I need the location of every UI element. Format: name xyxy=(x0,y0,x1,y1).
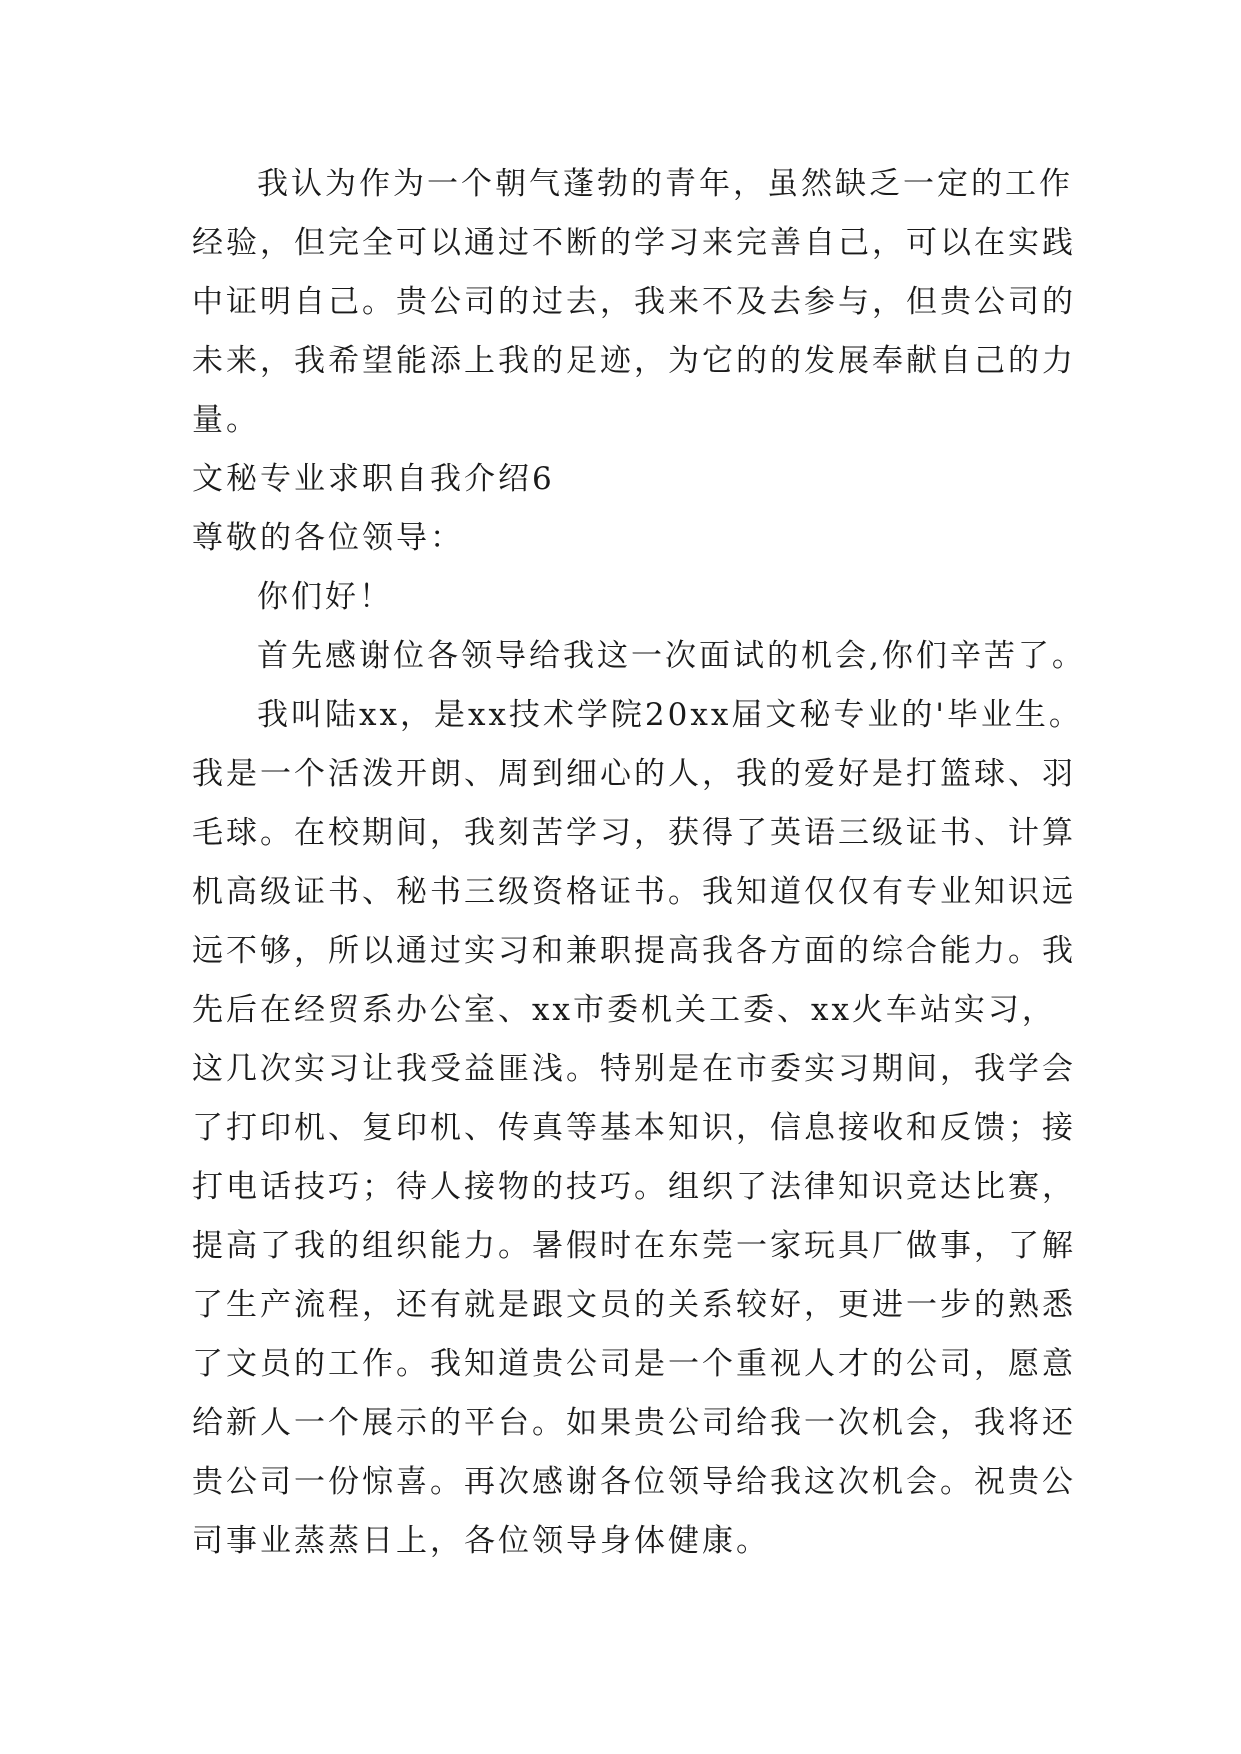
paragraph-line: 量。 xyxy=(192,402,260,438)
paragraph-line: 远不够，所以通过实习和兼职提高我各方面的综合能力。我 xyxy=(192,933,1076,969)
paragraph-line: 提高了我的组织能力。暑假时在东莞一家玩具厂做事，了解 xyxy=(192,1228,1076,1264)
paragraph-line: 贵公司一份惊喜。再次感谢各位领导给我这次机会。祝贵公 xyxy=(192,1464,1076,1500)
paragraph-line: 给新人一个展示的平台。如果贵公司给我一次机会，我将还 xyxy=(192,1405,1076,1441)
paragraph-line: 先后在经贸系办公室、xx市委机关工委、xx火车站实习， xyxy=(192,992,1056,1028)
paragraph-line: 机高级证书、秘书三级资格证书。我知道仅仅有专业知识远 xyxy=(192,874,1076,910)
paragraph-line: 经验，但完全可以通过不断的学习来完善自己，可以在实践 xyxy=(192,225,1076,261)
paragraph-line: 我认为作为一个朝气蓬勃的青年，虽然缺乏一定的工作 xyxy=(257,166,1073,202)
paragraph-line: 司事业蒸蒸日上，各位领导身体健康。 xyxy=(192,1523,770,1559)
paragraph-line: 了文员的工作。我知道贵公司是一个重视人才的公司，愿意 xyxy=(192,1346,1076,1382)
salutation: 尊敬的各位领导： xyxy=(192,520,464,556)
paragraph-line: 了打印机、复印机、传真等基本知识，信息接收和反馈；接 xyxy=(192,1110,1076,1146)
section-title: 文秘专业求职自我介绍6 xyxy=(192,461,555,497)
paragraph-line: 我是一个活泼开朗、周到细心的人，我的爱好是打篮球、羽 xyxy=(192,756,1076,792)
paragraph-line: 未来，我希望能添上我的足迹，为它的的发展奉献自己的力 xyxy=(192,343,1076,379)
greeting: 你们好！ xyxy=(257,579,393,615)
paragraph-line: 这几次实习让我受益匪浅。特别是在市委实习期间，我学会 xyxy=(192,1051,1076,1087)
thanks-line: 首先感谢位各领导给我这一次面试的机会,你们辛苦了。 xyxy=(257,638,1086,674)
paragraph-line: 了生产流程，还有就是跟文员的关系较好，更进一步的熟悉 xyxy=(192,1287,1076,1323)
paragraph-line: 中证明自己。贵公司的过去，我来不及去参与，但贵公司的 xyxy=(192,284,1076,320)
paragraph-line: 毛球。在校期间，我刻苦学习，获得了英语三级证书、计算 xyxy=(192,815,1076,851)
paragraph-line: 我叫陆xx，是xx技术学院20xx届文秘专业的'毕业生。 xyxy=(257,697,1083,733)
paragraph-line: 打电话技巧；待人接物的技巧。组织了法律知识竞达比赛， xyxy=(192,1169,1076,1205)
